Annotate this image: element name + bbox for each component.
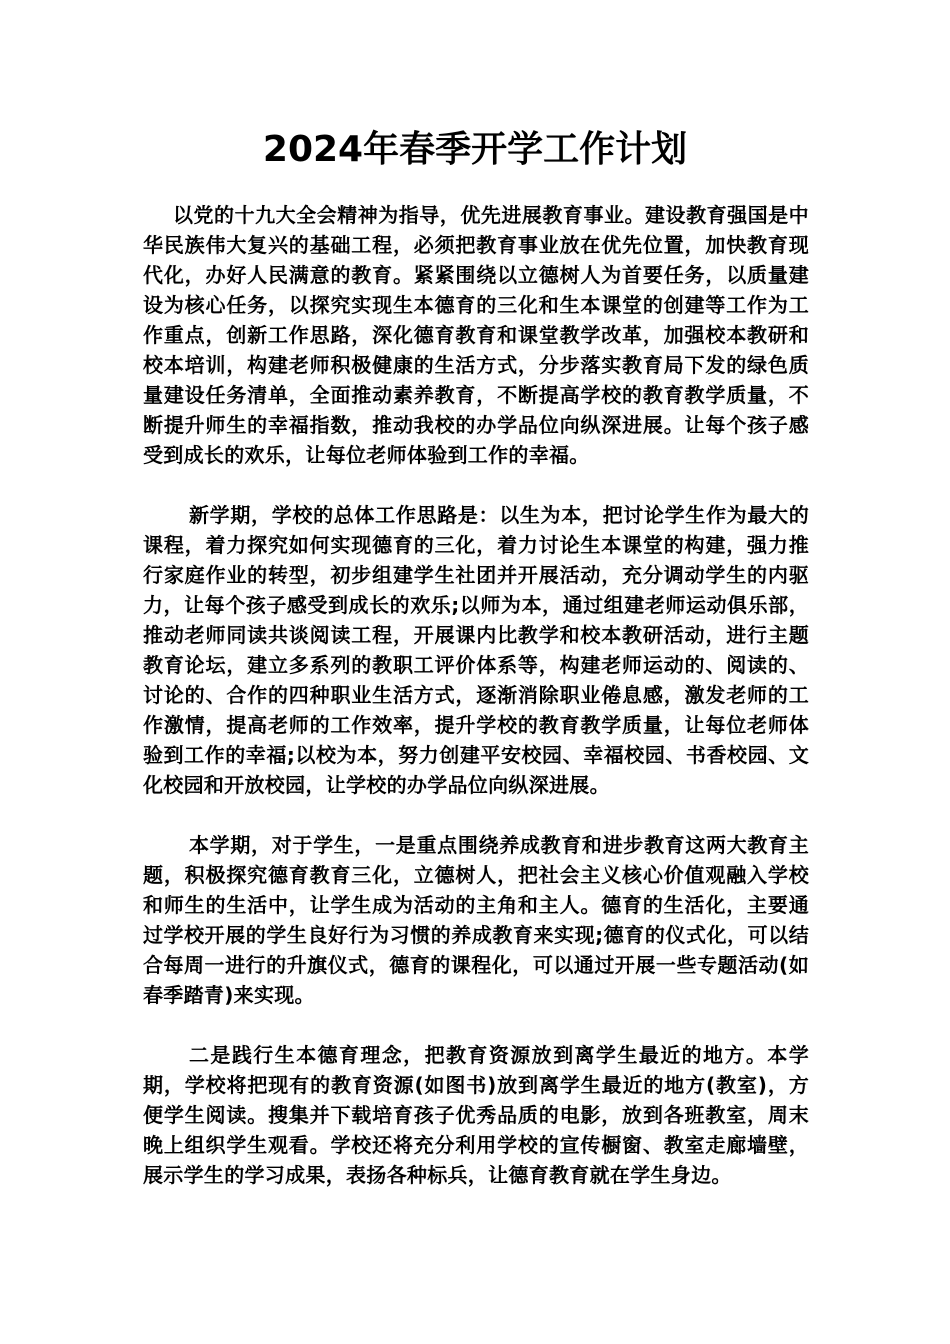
paragraph-guiding-principle: 以党的十九大全会精神为指导，优先进展教育事业。建设教育强国是中华民族伟大复兴的基础工程，必须把教育事业放在优先位置，加快教育现代化，办好人民满意的教育。紧紧围绕以立德树人为首要任务，以质量建设为核心任务，以探究实现生本德育的三化和生本课堂的创建等工作为工作重点，创新工作思路，深化德育教育和课堂教学改革，加强校本教研和校本培训，构建老师积极健康的生活方式，分步落实教育局下发的绿色质量建设任务清单，全面推动素养教育，不断提高学校的教育教学质量，不断提升师生的幸福指数，推动我校的办学品位向纵深进展。让每个孩子感受到成长的欢乐，让每位老师体验到工作的幸福。: [143, 203, 809, 467]
paragraph-education-resources: 二是践行生本德育理念，把教育资源放到离学生最近的地方。本学期，学校将把现有的教育资源(如图书)放到离学生最近的地方(教室)，方便学生阅读。搜集并下载培育孩子优秀品质的电影，放到各班教室，周末晚上组织学生观看。学校还将充分利用学校的宣传橱窗、教室走廊墙壁，展示学生的学习成果，表扬各种标兵，让德育教育就在学生身边。: [143, 1043, 809, 1187]
document-title: 2024年春季开学工作计划: [262, 129, 688, 170]
paragraph-student-focus: 本学期，对于学生，一是重点围绕养成教育和进步教育这两大教育主题，积极探究德育教育三化，立德树人，把社会主义核心价值观融入学校和师生的生活中，让学生成为活动的主角和主人。德育的生活化，主要通过学校开展的学生良好行为习惯的养成教育来实现;德育的仪式化，可以结合每周一进行的升旗仪式，德育的课程化，可以通过开展一些专题活动(如春季踏青)来实现。: [143, 833, 809, 1007]
document-body: [143, 200, 809, 1220]
paragraph-overall-approach: 新学期，学校的总体工作思路是：以生为本，把讨论学生作为最大的课程，着力探究如何实现德育的三化，着力讨论生本课堂的构建，强力推行家庭作业的转型，初步组建学生社团并开展活动，充分调动学生的内驱力，让每个孩子感受到成长的欢乐;以师为本，通过组建老师运动俱乐部，推动老师同读共谈阅读工程，开展课内比教学和校本教研活动，进行主题教育论坛，建立多系列的教职工评价体系等，构建老师运动的、阅读的、讨论的、合作的四种职业生活方式，逐渐消除职业倦息感，激发老师的工作激情，提高老师的工作效率，提升学校的教育教学质量，让每位老师体验到工作的幸福;以校为本，努力创建平安校园、幸福校园、书香校园、文化校园和开放校园，让学校的办学品位向纵深进展。: [143, 503, 809, 797]
